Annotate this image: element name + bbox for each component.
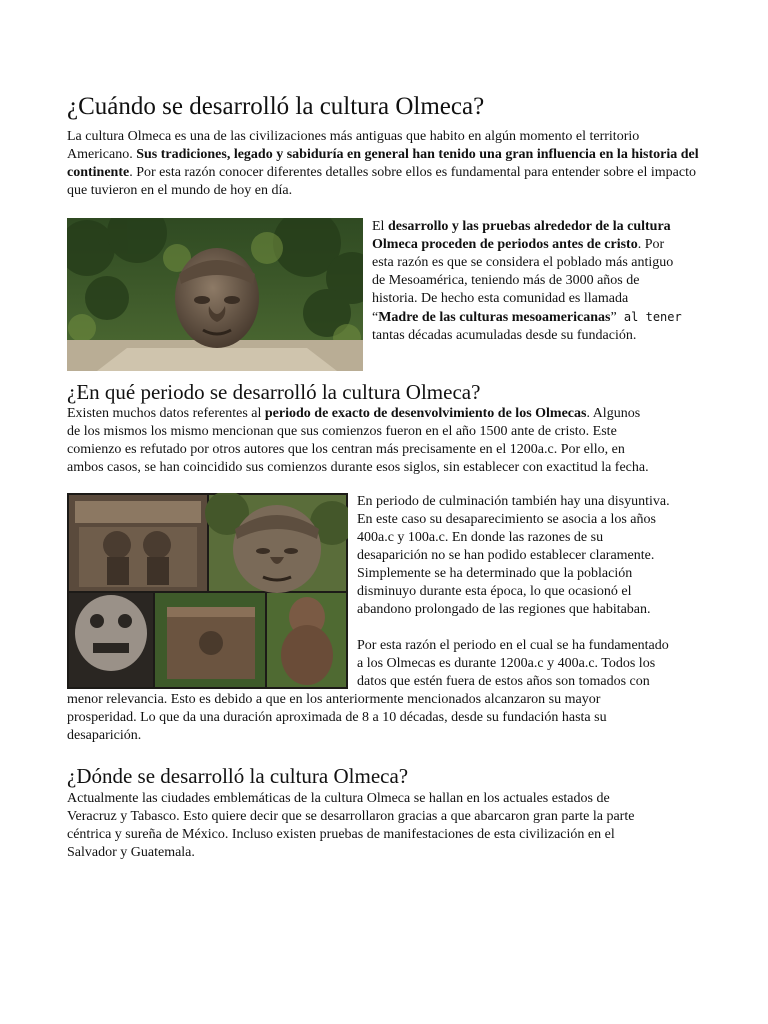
relevance-line-3: desaparición. bbox=[67, 728, 142, 743]
intro-paragraph bbox=[67, 128, 707, 200]
side-line-1: El desarrollo y las pruebas alrededor de la cultura bbox=[372, 219, 671, 234]
culmination-line-6: disminuyo durante esta época, lo que ocasionó el bbox=[357, 584, 632, 599]
olmec-head-photo bbox=[67, 218, 363, 371]
section-title-where: ¿Dónde se desarrolló la cultura Olmeca? bbox=[67, 764, 409, 788]
period-line-3: comienzo es refutado por otros autores que los centran más precisamente en el 1200a.c. Por ello, en bbox=[67, 442, 625, 457]
culmination-line-1: En periodo de culminación también hay una disyuntiva. bbox=[357, 494, 670, 509]
section2-side-text-2 bbox=[357, 637, 669, 691]
side-line-4: de Mesoamérica, teniendo más de 3000 años de bbox=[372, 273, 640, 288]
side-line-3: esta razón es que se considera el poblado más antiguo bbox=[372, 255, 674, 270]
intro-bold: Sus tradiciones, legado y sabiduría en general han tenido una gran influencia en la historia del continente bbox=[67, 147, 699, 180]
relevance-line-1: menor relevancia. Esto es debido a que en los anteriormente mencionados alcanzaron su mayor bbox=[67, 692, 601, 707]
section3-paragraph bbox=[67, 790, 634, 862]
side-line-5: historia. De hecho esta comunidad es llamada bbox=[372, 291, 629, 306]
intro-text-2: . Por esta razón conocer diferentes detalles sobre ellos es fundamental para entender sobre el impacto que tuvieron en el mundo de hoy en día. bbox=[67, 165, 696, 198]
intro-text-1: La cultura Olmeca es una de las civilizaciones más antiguas que habito en algún momento el territorio Americano. bbox=[67, 129, 640, 162]
where-line-3: céntrica y sureña de México. Incluso existen pruebas de manifestaciones de esta civilización en el bbox=[67, 827, 615, 842]
olmec-artifacts-collage bbox=[67, 493, 348, 689]
section1-side-text bbox=[372, 218, 682, 345]
period-line-1: Existen muchos datos referentes al periodo de exacto de desenvolvimiento de los Olmecas. Algunos bbox=[67, 406, 641, 421]
section-title-when: ¿Cuándo se desarrolló la cultura Olmeca? bbox=[67, 93, 485, 120]
section2-side-text-1 bbox=[357, 493, 670, 619]
where-line-2: Veracruz y Tabasco. Esto quiere decir que se desarrollaron gracias a que abarcaron gran parte la parte bbox=[67, 809, 635, 824]
section-title-period: ¿En qué periodo se desarrolló la cultura Olmeca? bbox=[67, 380, 481, 404]
culmination-line-4: desaparición no se han podido establecer claramente. bbox=[357, 548, 655, 563]
section2-full-text bbox=[67, 691, 607, 745]
side-line-6: “Madre de las culturas mesoamericanas” al tener bbox=[372, 310, 682, 325]
where-line-4: Salvador y Guatemala. bbox=[67, 845, 195, 860]
culmination-line-7: abandono prolongado de las regiones que habitaban. bbox=[357, 602, 651, 617]
culmination-line-2: En este caso su desaparecimiento se asocia a los años bbox=[357, 512, 656, 527]
culmination-line-3: 400a.c y 100a.c. En donde las razones de su bbox=[357, 530, 604, 545]
culmination-line-5: Simplemente se ha determinado que la población bbox=[357, 566, 633, 581]
where-line-1: Actualmente las ciudades emblemáticas de la cultura Olmeca se hallan en los actuales estados de bbox=[67, 791, 610, 806]
relevance-line-2: prosperidad. Lo que da una duración aproximada de 8 a 10 décadas, desde su fundación hasta su bbox=[67, 710, 607, 725]
section2-paragraph bbox=[67, 405, 649, 477]
side-line-7: tantas décadas acumuladas desde su fundación. bbox=[372, 328, 637, 343]
period-line-4: ambos casos, se han coincidido sus comienzos durante esos siglos, sin establecer con exactitud la fecha. bbox=[67, 460, 649, 475]
period-line-2: de los mismos los mismo mencionan que sus comienzos fueron en el año 1500 ante de cristo. Este bbox=[67, 424, 617, 439]
period-basis-line-2: a los Olmecas es durante 1200a.c y 400a.c. Todos los bbox=[357, 656, 656, 671]
side-line-2: Olmeca proceden de periodos antes de cristo. Por bbox=[372, 237, 665, 252]
period-basis-line-3: datos que estén fuera de estos años son tomados con bbox=[357, 674, 650, 689]
period-basis-line-1: Por esta razón el periodo en el cual se ha fundamentado bbox=[357, 638, 669, 653]
